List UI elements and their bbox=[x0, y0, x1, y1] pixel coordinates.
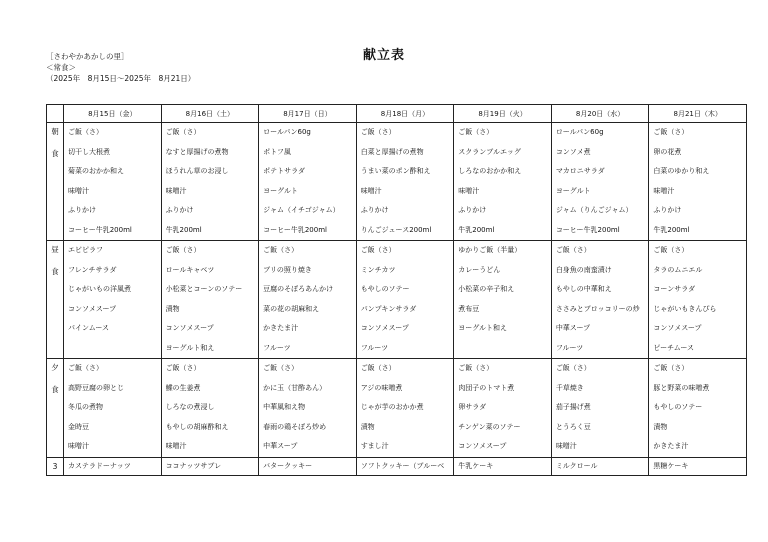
dinner-label: 夕 食 bbox=[47, 359, 64, 458]
day-header: 8月20日（水） bbox=[551, 105, 649, 123]
menu-item: ココナッツサブレ bbox=[165, 461, 222, 470]
menu-item: 卵サラダ bbox=[458, 403, 487, 411]
menu-item: ほうれん草のお浸し bbox=[165, 167, 229, 175]
menu-item: バタークッキー bbox=[263, 461, 313, 470]
snack-day-4 bbox=[356, 457, 454, 475]
menu-table bbox=[46, 104, 747, 476]
page-title: 献立表 bbox=[362, 48, 405, 63]
menu-item: うまい菜のポン酢和え bbox=[360, 167, 431, 175]
menu-item: ご飯（さ） bbox=[360, 246, 396, 254]
menu-item: かきたま汁 bbox=[263, 324, 299, 332]
menu-item: 菊菜のおかか和え bbox=[68, 167, 124, 175]
menu-item: もやしの中華和え bbox=[555, 285, 612, 293]
lunch-row bbox=[47, 241, 747, 359]
menu-item: パンプキンサラダ bbox=[360, 304, 417, 313]
menu-item: ソフトクッキー（ブルーベ bbox=[360, 461, 445, 470]
menu-item: ご飯（さ） bbox=[555, 246, 591, 254]
breakfast-day-7 bbox=[649, 123, 747, 241]
menu-item: しろなの煮浸し bbox=[165, 403, 215, 411]
diet-type: ＜常食＞ bbox=[46, 63, 76, 72]
menu-item: 味噌汁 bbox=[458, 186, 480, 195]
menu-item: 中華スープ bbox=[263, 442, 298, 450]
menu-item: 味噌汁 bbox=[165, 186, 187, 195]
menu-item: 味噌汁 bbox=[68, 442, 89, 450]
day-header: 8月21日（木） bbox=[649, 105, 747, 123]
menu-item: ご飯（さ） bbox=[263, 364, 299, 372]
menu-item: 味噌汁 bbox=[653, 186, 675, 195]
menu-item: ミルクロール bbox=[555, 461, 598, 470]
lunch-day-3 bbox=[259, 241, 357, 359]
lunch-day-7 bbox=[649, 241, 747, 359]
menu-item: 白身魚の南蛮漬け bbox=[555, 265, 612, 274]
snack-day-5 bbox=[454, 457, 552, 475]
menu-item: ご飯（さ） bbox=[458, 364, 494, 372]
menu-item: フルーツ bbox=[263, 343, 291, 352]
menu-item: ご飯（さ） bbox=[360, 128, 396, 136]
day-header: 8月18日（月） bbox=[356, 105, 454, 123]
menu-item: コンソメスープ bbox=[653, 324, 702, 332]
menu-item: 茄子揚げ煮 bbox=[555, 403, 591, 411]
menu-item: スクランブルエッグ bbox=[458, 147, 521, 156]
breakfast-row bbox=[47, 123, 747, 241]
breakfast-day-2 bbox=[161, 123, 259, 241]
menu-item: すまし汁 bbox=[360, 442, 389, 450]
menu-item: ご飯（さ） bbox=[653, 246, 689, 254]
menu-item: 漬物 bbox=[360, 422, 375, 431]
dinner-day-4 bbox=[356, 359, 454, 458]
menu-item: 豆腐のそぼろあんかけ bbox=[263, 285, 334, 293]
menu-item: チンゲン菜のソテー bbox=[458, 422, 521, 431]
snack-day-6 bbox=[551, 457, 649, 475]
day-header: 8月17日（日） bbox=[259, 105, 357, 123]
menu-item: もやしのソテー bbox=[653, 403, 703, 411]
menu-item: コンソメスープ bbox=[68, 304, 117, 313]
snack-day-7 bbox=[649, 457, 747, 475]
menu-item: ジャム（りんごジャム） bbox=[555, 206, 633, 214]
dinner-day-6 bbox=[551, 359, 649, 458]
breakfast-day-6 bbox=[551, 123, 649, 241]
menu-item: コーヒー牛乳200ml bbox=[555, 225, 620, 234]
menu-item: ご飯（さ） bbox=[165, 246, 201, 254]
menu-item: フレンチサラダ bbox=[68, 265, 117, 274]
menu-item: 牛乳200ml bbox=[165, 225, 202, 234]
menu-item: 漬物 bbox=[653, 422, 668, 431]
lunch-day-5 bbox=[454, 241, 552, 359]
corner-cell bbox=[47, 105, 64, 123]
breakfast-day-1 bbox=[64, 123, 162, 241]
menu-item: なすと厚揚げの煮物 bbox=[165, 147, 229, 156]
menu-item: 煮布豆 bbox=[458, 304, 480, 313]
menu-item: ご飯（さ） bbox=[165, 364, 201, 372]
dinner-day-3 bbox=[259, 359, 357, 458]
menu-item: コンソメスープ bbox=[458, 442, 507, 450]
menu-item: ブリの照り焼き bbox=[263, 265, 312, 274]
menu-item: パインムース bbox=[68, 324, 110, 332]
snack-label: 3 bbox=[47, 457, 64, 475]
menu-item: ゆかりご飯（半量） bbox=[458, 246, 522, 254]
breakfast-label: 朝 食 bbox=[47, 123, 64, 241]
menu-item: ヨーグルト和え bbox=[165, 343, 215, 352]
lunch-day-6 bbox=[551, 241, 649, 359]
day-header: 8月16日（土） bbox=[161, 105, 259, 123]
menu-item: 中華風和え物 bbox=[263, 403, 306, 411]
lunch-day-1 bbox=[64, 241, 162, 359]
menu-item: もやしのソテー bbox=[360, 285, 410, 293]
menu-item: 黒糖ケーキ bbox=[653, 461, 689, 470]
menu-item: ご飯（さ） bbox=[263, 246, 299, 254]
menu-item: ご飯（さ） bbox=[555, 364, 591, 372]
menu-item: フルーツ bbox=[360, 343, 389, 352]
menu-item bbox=[458, 339, 551, 359]
menu-item: かきたま汁 bbox=[653, 442, 689, 450]
menu-item: ご飯（さ） bbox=[458, 128, 494, 136]
menu-item: ふりかけ bbox=[360, 206, 389, 214]
menu-item: 味噌汁 bbox=[68, 186, 89, 195]
menu-item: 小松菜の辛子和え bbox=[458, 285, 515, 293]
day-header-row bbox=[47, 105, 747, 123]
menu-item: ミンチカツ bbox=[360, 265, 396, 274]
menu-item: 切干し大根煮 bbox=[68, 147, 110, 156]
menu-item: ご飯（さ） bbox=[653, 364, 689, 372]
menu-item: 金時豆 bbox=[68, 422, 89, 431]
menu-item: 味噌汁 bbox=[165, 442, 187, 450]
menu-item: ふりかけ bbox=[653, 206, 682, 214]
menu-item: コーヒー牛乳200ml bbox=[263, 225, 327, 234]
menu-item: とうろく豆 bbox=[555, 422, 591, 431]
menu-item: カレーうどん bbox=[458, 265, 501, 274]
dinner-day-1 bbox=[64, 359, 162, 458]
snack-day-3 bbox=[259, 457, 357, 475]
menu-item: ふりかけ bbox=[458, 206, 487, 214]
menu-item: りんごジュース200ml bbox=[360, 225, 432, 234]
menu-item: 千草焼き bbox=[555, 383, 584, 392]
menu-item: ささみとブロッコリーの炒 bbox=[555, 304, 640, 313]
menu-item: コンソメスープ bbox=[165, 324, 214, 332]
menu-item: 味噌汁 bbox=[360, 186, 382, 195]
dinner-row bbox=[47, 359, 747, 458]
menu-item: ヨーグルト bbox=[263, 186, 298, 195]
menu-item: ポテトサラダ bbox=[263, 167, 306, 175]
menu-item: ピーチムース bbox=[653, 343, 695, 352]
menu-item: エビピラフ bbox=[68, 246, 103, 254]
menu-item: フルーツ bbox=[555, 343, 584, 352]
menu-item: ご飯（さ） bbox=[68, 364, 103, 372]
menu-item: じゃが芋のおかか煮 bbox=[360, 403, 424, 411]
lunch-label: 昼 食 bbox=[47, 241, 64, 359]
dinner-day-7 bbox=[649, 359, 747, 458]
menu-item: アジの味噌煮 bbox=[360, 383, 403, 392]
menu-item: 味噌汁 bbox=[555, 442, 577, 450]
menu-item: じゃがいもの洋風煮 bbox=[68, 285, 131, 293]
menu-item bbox=[68, 339, 161, 359]
menu-item: 卵の花煮 bbox=[653, 147, 682, 156]
menu-item: ポトフ風 bbox=[263, 147, 291, 156]
menu-item: 高野豆腐の卵とじ bbox=[68, 383, 124, 392]
menu-item: ふりかけ bbox=[68, 206, 96, 214]
menu-item: 牛乳200ml bbox=[458, 225, 495, 234]
dinner-day-5 bbox=[454, 359, 552, 458]
menu-item: タラのムニエル bbox=[653, 265, 703, 274]
menu-item: ロールキャベツ bbox=[165, 265, 215, 274]
menu-item: かに玉（甘酢あん） bbox=[263, 383, 327, 392]
menu-item: ご飯（さ） bbox=[653, 128, 689, 136]
dinner-day-2 bbox=[161, 359, 259, 458]
menu-item: コーンサラダ bbox=[653, 285, 696, 293]
menu-item: 小松菜とコーンのソテー bbox=[165, 285, 243, 293]
menu-item: 牛乳ケーキ bbox=[458, 461, 494, 470]
menu-item: 豚と野菜の味噌煮 bbox=[653, 383, 710, 392]
menu-item: ふりかけ bbox=[165, 206, 194, 214]
menu-item: 冬瓜の煮物 bbox=[68, 403, 103, 411]
menu-item: コンソメスープ bbox=[360, 324, 409, 332]
menu-item: 白菜と厚揚げの煮物 bbox=[360, 147, 424, 156]
menu-item: 菜の花の胡麻和え bbox=[263, 304, 320, 313]
lunch-day-4 bbox=[356, 241, 454, 359]
breakfast-day-4 bbox=[356, 123, 454, 241]
menu-item: もやしの胡麻酢和え bbox=[165, 422, 229, 431]
menu-item: ヨーグルト和え bbox=[458, 324, 508, 332]
breakfast-day-3 bbox=[259, 123, 357, 241]
day-header: 8月19日（火） bbox=[454, 105, 552, 123]
day-header: 8月15日（金） bbox=[64, 105, 162, 123]
menu-item: ご飯（さ） bbox=[165, 128, 201, 136]
menu-item: コーヒー牛乳200ml bbox=[68, 225, 132, 234]
menu-item: ロールパン60g bbox=[555, 128, 604, 136]
menu-item: しろなのおかか和え bbox=[458, 167, 522, 175]
menu-item: 白菜のゆかり和え bbox=[653, 167, 710, 175]
breakfast-day-5 bbox=[454, 123, 552, 241]
menu-item: コンソメ煮 bbox=[555, 147, 591, 156]
snack-row bbox=[47, 457, 747, 475]
menu-item: ロールパン60g bbox=[263, 128, 311, 136]
menu-item: じゃがいもきんぴら bbox=[653, 304, 717, 313]
menu-item: 肉団子のトマト煮 bbox=[458, 383, 515, 392]
menu-item: ヨーグルト bbox=[555, 186, 591, 195]
menu-item: 牛乳200ml bbox=[653, 225, 690, 234]
menu-item: 漬物 bbox=[165, 304, 180, 313]
snack-day-1 bbox=[64, 457, 162, 475]
snack-day-2 bbox=[161, 457, 259, 475]
menu-item: マカロニサラダ bbox=[555, 167, 605, 175]
menu-item: ジャム（イチゴジャム） bbox=[263, 206, 340, 214]
menu-item: 春雨の鶏そぼろ炒め bbox=[263, 422, 327, 431]
facility-name: ［さわやかあかしの里］ bbox=[46, 52, 129, 61]
date-range: （2025年 8月15日～2025年 8月21日） bbox=[46, 74, 196, 83]
menu-item: ご飯（さ） bbox=[68, 128, 103, 136]
lunch-day-2 bbox=[161, 241, 259, 359]
menu-item: 中華スープ bbox=[555, 324, 591, 332]
menu-item: カステラドーナッツ bbox=[68, 461, 131, 470]
menu-item: 鰈の生姜煮 bbox=[165, 383, 201, 392]
menu-item: ご飯（さ） bbox=[360, 364, 396, 372]
